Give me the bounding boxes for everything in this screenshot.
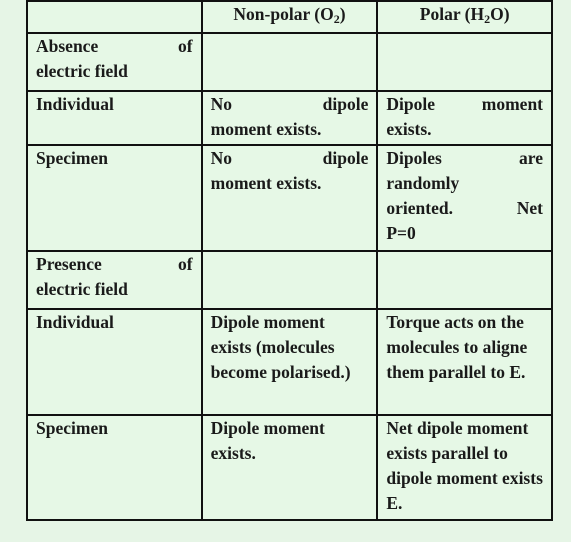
absence-label [27,33,202,91]
text-line: P=0 [386,223,416,243]
polar-header [377,1,552,33]
specimen-presence-polar: Net dipole moment exists parallel to dipole moment exists E. [377,415,552,520]
absence-label-of: of [178,36,193,56]
absence-polar-cell [377,33,552,91]
text-word: oriented. [386,198,453,218]
text-line: moment exists. [210,119,322,139]
table-row [27,145,552,251]
comparison-table [26,0,553,521]
presence-section-row [27,251,552,309]
text-word: dipole [322,148,369,168]
presence-label-line2: electric field [36,279,128,299]
presence-nonpolar-cell [202,251,378,309]
nonpolar-header [202,1,378,33]
table-row [27,91,552,145]
text-word: No [210,94,233,114]
individual-absence-nonpolar [202,91,378,145]
individual-absence-polar [377,91,552,145]
text-word: Dipoles [386,148,442,168]
table-row [27,415,552,520]
absence-label-line2: electric field [36,61,128,81]
text-word: are [519,148,543,168]
nonpolar-header-close: ) [339,4,346,24]
corner-cell [27,1,202,33]
polar-header-text: Polar (H [419,4,485,24]
specimen-absence-polar [377,145,552,251]
absence-label-word: Absence [36,36,99,56]
text-line: exists. [386,119,432,139]
text-word: Net [516,198,543,218]
presence-label [27,251,202,309]
specimen-presence-nonpolar: Dipole moment exists. [202,415,378,520]
text-word: dipole [322,94,369,114]
presence-label-word: Presence [36,254,102,274]
text-line: moment exists. [210,173,322,193]
table-row [27,309,552,415]
specimen-absence-nonpolar [202,145,378,251]
polar-header-subscript: 2 [484,12,491,26]
header-row [27,1,552,33]
nonpolar-header-subscript: 2 [333,12,340,26]
row-label-individual: Individual [27,91,202,145]
absence-section-row [27,33,552,91]
text-word: Dipole [386,94,435,114]
absence-nonpolar-cell [202,33,378,91]
text-word: moment [481,94,543,114]
text-line: randomly [386,173,460,193]
nonpolar-header-text: Non-polar (O [233,4,334,24]
text-word: No [210,148,233,168]
polar-header-close: O) [490,4,510,24]
individual-presence-polar: Torque acts on the molecules to aligne them parallel to E. [377,309,552,415]
presence-polar-cell [377,251,552,309]
row-label-individual: Individual [27,309,202,415]
presence-label-of: of [178,254,193,274]
row-label-specimen: Specimen [27,415,202,520]
individual-presence-nonpolar: Dipole moment exists (molecules become polarised.) [202,309,378,415]
row-label-specimen: Specimen [27,145,202,251]
